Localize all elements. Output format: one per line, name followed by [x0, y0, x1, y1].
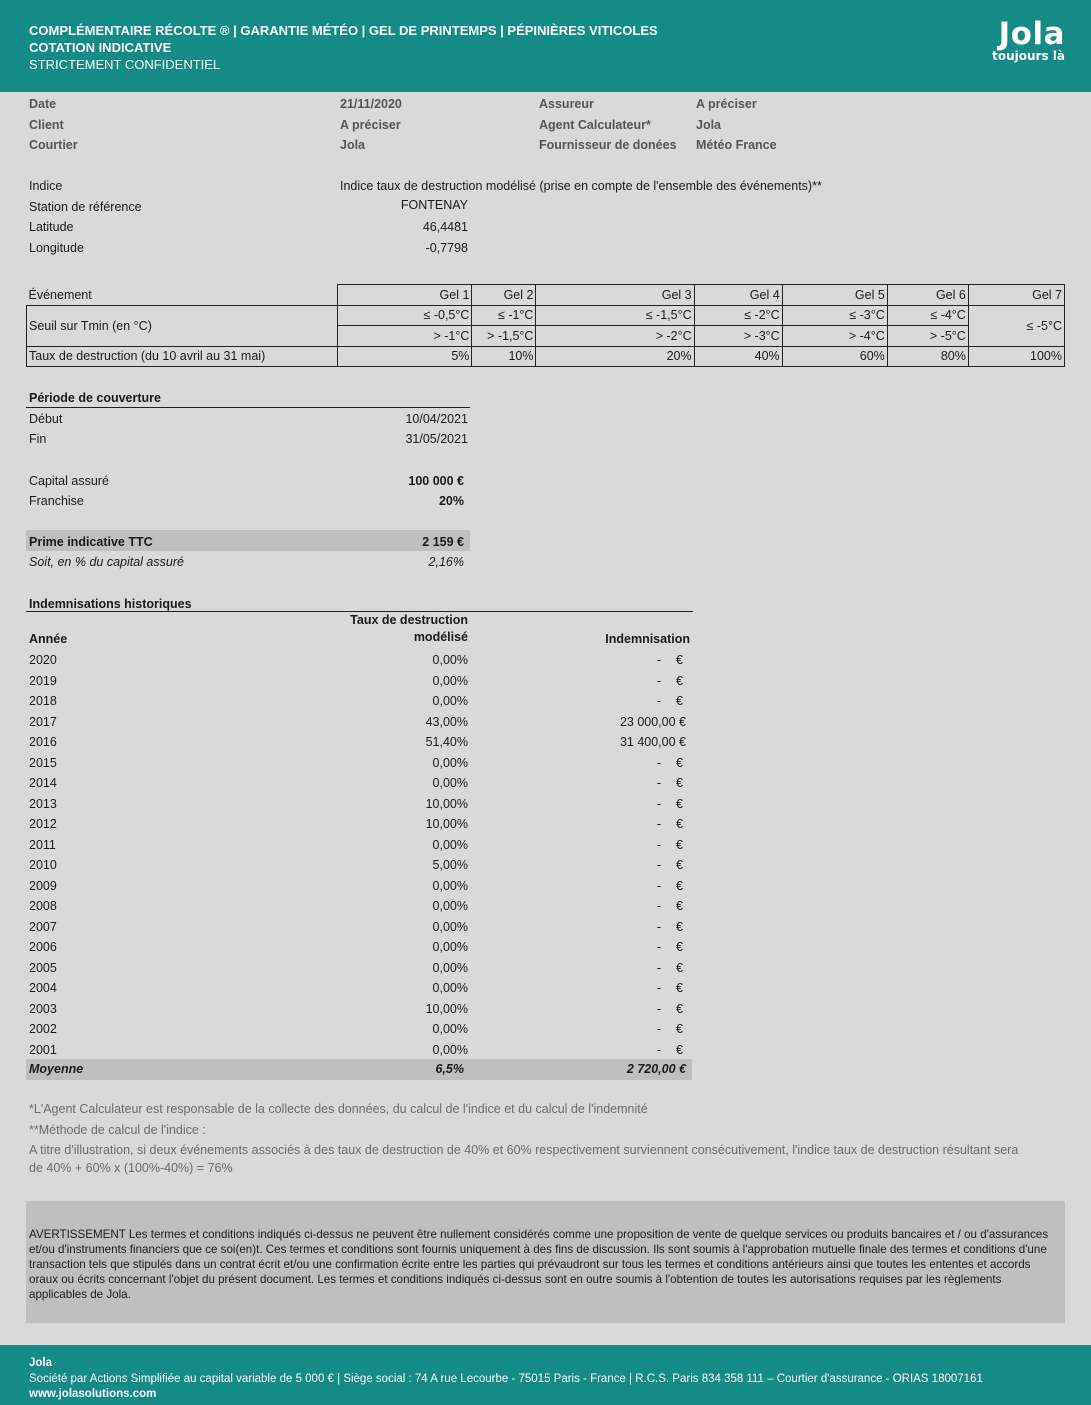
col-taux-header-2: modélisé [413, 630, 468, 644]
history-row [26, 794, 692, 815]
event-taux: 100% [968, 346, 1064, 367]
history-year: 2010 [29, 858, 57, 872]
history-currency: € [676, 817, 683, 831]
history-year: 2005 [29, 960, 57, 975]
capital-value: 100 000 € [408, 474, 464, 488]
history-indem: - [656, 858, 661, 872]
franchise-value: 20% [438, 494, 464, 508]
history-taux: 0,00% [432, 940, 468, 954]
latitude-value: 46,4481 [422, 220, 468, 234]
history-row [26, 876, 692, 897]
fin-label: Fin [29, 432, 47, 446]
history-year: 2019 [29, 673, 57, 688]
history-indem: - [656, 940, 661, 954]
event-upper-threshold: ≤ -5°C [968, 305, 1064, 346]
soit-label: Soit, en % du capital assuré [29, 555, 184, 569]
history-taux: 5,00% [432, 858, 468, 872]
history-indem: - [656, 1001, 661, 1016]
history-row [26, 1019, 692, 1040]
history-taux: 0,00% [432, 981, 468, 995]
history-year: 2012 [29, 817, 57, 831]
history-taux: 0,00% [432, 899, 468, 913]
event-taux: 10% [472, 346, 536, 367]
history-row [26, 835, 692, 856]
event-name: Gel 3 [536, 285, 694, 306]
history-currency: € [676, 919, 683, 934]
agent-value: Jola [696, 118, 722, 132]
history-indem-amount: 23 000,00 [619, 714, 676, 729]
history-currency: € [679, 735, 686, 749]
history-row [26, 958, 692, 979]
col-indem-header: Indemnisation [605, 632, 690, 646]
history-currency: € [676, 1022, 683, 1036]
history-indem [556, 715, 686, 729]
history-row [26, 999, 692, 1020]
history-row [26, 712, 692, 733]
longitude-label: Longitude [29, 241, 84, 255]
history-taux: 43,00% [425, 714, 468, 729]
event-lower-threshold: > -1°C [338, 326, 472, 347]
event-upper-threshold: ≤ -1,5°C [536, 305, 694, 326]
event-lower-threshold: > -3°C [694, 326, 782, 347]
capital-label: Capital assuré [29, 474, 109, 488]
history-indem: - [656, 1042, 661, 1057]
event-name: Gel 6 [887, 285, 968, 306]
history-taux: 0,00% [432, 673, 468, 688]
history-indem: - [656, 817, 661, 831]
average-indem: 2 720,00 € [626, 1062, 686, 1076]
events-row-upper [27, 305, 1065, 326]
history-currency: € [676, 653, 683, 667]
history-year: 2017 [29, 714, 57, 729]
soit-value: 2,16% [428, 555, 464, 569]
coverage-divider [26, 407, 470, 408]
note-illustration-2: de 40% + 60% x (100%-40%) = 76% [29, 1161, 233, 1175]
prime-value: 2 159 € [422, 535, 464, 549]
history-title: Indemnisations historiques [29, 597, 192, 611]
history-currency: € [676, 960, 683, 975]
seuil-row-label: Seuil sur Tmin (en °C) [27, 305, 338, 346]
footer-company: Jola [29, 1357, 53, 1369]
history-currency: € [676, 1042, 683, 1057]
debut-label: Début [29, 412, 63, 426]
history-row [26, 671, 692, 692]
history-taux: 0,00% [432, 1022, 468, 1036]
history-indem: - [656, 796, 661, 811]
fournisseur-value: Météo France [696, 138, 777, 152]
history-year: 2011 [29, 837, 56, 852]
event-name: Gel 7 [968, 285, 1064, 306]
history-year: 2014 [29, 776, 57, 790]
history-currency: € [676, 899, 683, 913]
history-taux: 10,00% [425, 817, 468, 831]
event-name: Gel 5 [782, 285, 887, 306]
history-indem: - [656, 673, 661, 688]
history-year: 2008 [29, 899, 57, 913]
event-lower-threshold: > -2°C [536, 326, 694, 347]
history-indem: - [656, 981, 661, 995]
prime-row [26, 530, 470, 551]
history-year: 2015 [29, 755, 57, 770]
warning-box: AVERTISSEMENT Les termes et conditions indiqués ci-dessus ne peuvent être nullement considérés comme une proposition de vente de quelque services ou produits bancaires et / ou d'assurances et/ou d'instruments financiers que ce soi(en)t. Ces termes et conditions sont fournis uniquement à des fins de discussion. Ils sont soumis à l'approbation mutuelle finale des termes et conditions d'une transaction tels que stipulés dans un contrat écrit et/ou une confirmation écrite entre les parties qui prévaudront sur tous les termes et conditions antérieurs ainsi que toutes les ententes et accords oraux ou écrits concernant l'objet du présent document. Les termes et conditions indiqués ci-dessus sont en outre soumis à l'obtention de toutes les autorisations requises par les règlements applicables de Jola. [26, 1201, 1065, 1323]
history-indem: - [656, 1022, 661, 1036]
event-upper-threshold: ≤ -0,5°C [338, 305, 472, 326]
history-row [26, 1040, 692, 1061]
date-value: 21/11/2020 [340, 97, 402, 111]
average-taux: 6,5% [435, 1062, 464, 1076]
event-upper-threshold: ≤ -3°C [782, 305, 887, 326]
events-row-taux [27, 346, 1065, 367]
latitude-label: Latitude [29, 220, 74, 234]
station-value: FONTENAY [400, 198, 468, 212]
note-illustration-1: A titre d'illustration, si deux événements associés à des taux de destruction de 40% et 60% respectivement surviennent consécutivement, l'indice taux de destruction résultant sera [29, 1143, 1019, 1157]
event-name: Gel 4 [694, 285, 782, 306]
history-indem: - [656, 878, 661, 893]
history-year: 2016 [29, 735, 57, 749]
event-taux: 80% [887, 346, 968, 367]
logo-name: Jola [998, 16, 1065, 52]
history-row [26, 753, 692, 774]
history-currency: € [676, 776, 683, 790]
history-year: 2009 [29, 878, 57, 893]
document-title: COMPLÉMENTAIRE RÉCOLTE ® | GARANTIE MÉTÉO | GEL DE PRINTEMPS | PÉPINIÈRES VITICOLES [29, 23, 658, 38]
col-year-header: Année [29, 632, 68, 646]
prime-label: Prime indicative TTC [29, 535, 153, 549]
history-year: 2006 [29, 940, 57, 954]
history-row [26, 732, 692, 753]
client-value: A préciser [340, 118, 401, 132]
logo-tagline: toujours là [992, 49, 1065, 63]
history-row [26, 773, 692, 794]
history-indem: - [656, 837, 661, 852]
history-indem: - [656, 755, 661, 770]
history-indem: - [656, 919, 661, 934]
history-taux: 0,00% [432, 919, 468, 934]
date-label: Date [29, 97, 57, 111]
history-currency: € [676, 755, 683, 770]
history-currency: € [676, 878, 683, 893]
history-year: 2020 [29, 653, 57, 667]
courtier-value: Jola [340, 138, 366, 152]
coverage-title: Période de couverture [29, 391, 161, 405]
history-taux: 0,00% [432, 1042, 468, 1057]
history-row [26, 855, 692, 876]
page-header [0, 0, 1091, 92]
history-taux: 0,00% [432, 653, 468, 667]
courtier-label: Courtier [29, 138, 78, 152]
history-indem-amount: 31 400,00 [619, 735, 676, 749]
events-table [26, 284, 1065, 367]
history-currency: € [676, 1001, 683, 1016]
history-indem: - [656, 694, 661, 708]
history-currency: € [676, 940, 683, 954]
footer-legal: Société par Actions Simplifiée au capital variable de 5 000 € | Siège social : 74 A rue Lecourbe - 75015 Paris - France | R.C.S. Paris 834 358 111 – Courtier d'assurance - ORIAS 18007161 [29, 1372, 983, 1385]
document-subtitle: COTATION INDICATIVE [29, 40, 172, 55]
history-divider [26, 611, 693, 612]
event-taux: 60% [782, 346, 887, 367]
page-footer [0, 1345, 1091, 1405]
taux-row-label: Taux de destruction (du 10 avril au 31 mai) [27, 346, 338, 367]
history-taux: 0,00% [432, 878, 468, 893]
history-row [26, 650, 692, 671]
history-row [26, 896, 692, 917]
history-year: 2013 [29, 796, 57, 811]
history-year: 2004 [29, 981, 57, 995]
history-indem: - [656, 653, 661, 667]
event-taux: 40% [694, 346, 782, 367]
event-taux: 20% [536, 346, 694, 367]
history-row [26, 978, 692, 999]
history-year: 2007 [29, 919, 57, 934]
history-taux: 0,00% [432, 960, 468, 975]
history-taux: 0,00% [432, 776, 468, 790]
note-method: **Méthode de calcul de l'indice : [29, 1123, 206, 1137]
event-upper-threshold: ≤ -1°C [472, 305, 536, 326]
history-indem: - [656, 776, 661, 790]
history-average-row [26, 1059, 692, 1080]
confidentiality-label: STRICTEMENT CONFIDENTIEL [29, 57, 221, 72]
event-lower-threshold: > -1,5°C [472, 326, 536, 347]
history-taux: 10,00% [425, 796, 468, 811]
event-upper-threshold: ≤ -2°C [694, 305, 782, 326]
history-year: 2001 [29, 1042, 57, 1057]
history-row [26, 691, 692, 712]
history-taux: 10,00% [425, 1001, 468, 1016]
footer-website: www.jolasolutions.com [29, 1388, 157, 1400]
history-currency: € [676, 837, 683, 852]
history-indem [556, 735, 686, 749]
event-lower-threshold: > -4°C [782, 326, 887, 347]
history-taux: 0,00% [432, 694, 468, 708]
history-row [26, 814, 692, 835]
history-currency: € [676, 694, 683, 708]
event-lower-threshold: > -5°C [887, 326, 968, 347]
history-currency: € [676, 796, 683, 811]
col-taux-header-1: Taux de destruction [350, 613, 468, 627]
debut-value: 10/04/2021 [405, 412, 468, 426]
event-taux: 5% [338, 346, 472, 367]
fournisseur-label: Fournisseur de donées [539, 138, 677, 152]
history-currency: € [676, 858, 683, 872]
history-row [26, 937, 692, 958]
history-taux: 0,00% [432, 837, 468, 852]
history-year: 2003 [29, 1001, 57, 1016]
event-upper-threshold: ≤ -4°C [887, 305, 968, 326]
client-label: Client [29, 118, 64, 132]
history-indem: - [656, 899, 661, 913]
average-label: Moyenne [29, 1062, 84, 1076]
jola-logo [992, 16, 1065, 62]
franchise-label: Franchise [29, 494, 84, 508]
history-year: 2018 [29, 694, 57, 708]
note-agent: *L'Agent Calculateur est responsable de la collecte des données, du calcul de l'indice et du calcul de l'indemnité [29, 1102, 648, 1116]
indice-value: Indice taux de destruction modélisé (prise en compte de l'ensemble des événements)** [340, 179, 822, 193]
fin-value: 31/05/2021 [405, 432, 468, 446]
history-taux: 51,40% [425, 735, 468, 749]
event-name: Gel 1 [338, 285, 472, 306]
longitude-value: -0,7798 [425, 241, 468, 255]
history-taux: 0,00% [432, 755, 468, 770]
events-row-names [27, 285, 1065, 306]
event-name: Gel 2 [472, 285, 536, 306]
history-currency: € [676, 981, 683, 995]
event-row-label: Événement [27, 285, 338, 306]
history-currency: € [676, 673, 683, 688]
history-currency: € [679, 714, 686, 729]
history-year: 2002 [29, 1022, 57, 1036]
indice-label: Indice [29, 179, 63, 193]
history-indem: - [656, 960, 661, 975]
assureur-value: A préciser [696, 97, 757, 111]
assureur-label: Assureur [539, 97, 594, 111]
station-label: Station de référence [29, 200, 142, 214]
agent-label: Agent Calculateur* [539, 118, 651, 132]
history-row [26, 917, 692, 938]
